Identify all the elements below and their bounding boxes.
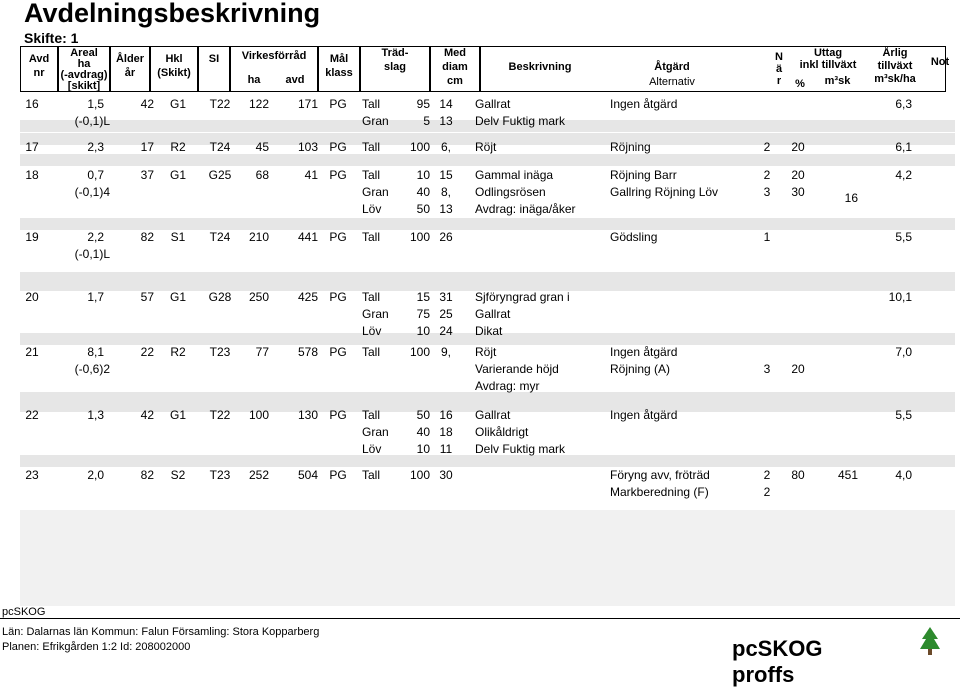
header-alternativ: Alternativ xyxy=(649,76,695,88)
row-tradslag-pct: 10 xyxy=(416,168,430,182)
row-tradslag: Tall xyxy=(362,168,381,182)
row-tradslag: Tall xyxy=(362,140,381,154)
row-diam: 13 xyxy=(439,202,453,216)
row-areal: 2,3 xyxy=(87,140,104,154)
row-beskrivning: Röjt xyxy=(475,140,497,154)
row-tradslag-pct: 15 xyxy=(416,290,430,304)
row-tradslag: Löv xyxy=(362,324,382,338)
row-areal: 1,7 xyxy=(87,290,104,304)
row-tradslag: Tall xyxy=(362,408,381,422)
row-virkes-ha: 122 xyxy=(248,97,269,111)
row-si: T22 xyxy=(209,408,231,422)
row-diam: 25 xyxy=(439,307,453,321)
row-diam: 16 xyxy=(439,408,453,422)
row-uttag-pct: 30 xyxy=(791,185,805,199)
row-avd: 22 xyxy=(25,408,39,422)
row-avd: 19 xyxy=(25,230,39,244)
row-malklass: PG xyxy=(329,140,347,154)
row-virkes-ha: 77 xyxy=(255,345,269,359)
row-alder: 42 xyxy=(140,97,154,111)
row-tradslag: Tall xyxy=(362,345,381,359)
row-beskrivning: Gallrat xyxy=(475,408,511,422)
row-beskrivning: Avdrag: myr xyxy=(475,379,540,393)
header-areal: (-avdrag) xyxy=(60,69,108,81)
row-alder: 82 xyxy=(140,230,154,244)
header-not: Not xyxy=(930,56,950,68)
footer-brand-small: pcSKOG xyxy=(2,606,46,618)
header-uttag-pct: % xyxy=(795,78,805,90)
page-title: Avdelningsbeskrivning xyxy=(24,0,321,28)
header-uttag-m3sk: m³sk xyxy=(824,75,851,87)
row-malklass: PG xyxy=(329,468,347,482)
row-alder: 17 xyxy=(140,140,154,154)
row-alder: 37 xyxy=(140,168,154,182)
row-virkes-ha: 210 xyxy=(248,230,269,244)
row-malklass: PG xyxy=(329,408,347,422)
header-arlig: m³sk/ha xyxy=(874,73,916,85)
header-si: SI xyxy=(208,53,220,65)
row-diam: 31 xyxy=(439,290,453,304)
row-tradslag: Tall xyxy=(362,97,381,111)
row-tillvaxt: 4,2 xyxy=(895,168,912,182)
row-virkes-avd: 441 xyxy=(297,230,318,244)
row-tillvaxt: 6,3 xyxy=(895,97,912,111)
row-beskrivning: Avdrag: inäga/åker xyxy=(475,202,576,216)
header-areal: ha xyxy=(77,58,91,70)
row-areal: 2,2 xyxy=(87,230,104,244)
row-hkl: S1 xyxy=(170,230,186,244)
row-atgard: Föryng avv, fröträd xyxy=(610,468,710,482)
row-avd: 16 xyxy=(25,97,39,111)
header-alder: Ålder xyxy=(115,53,145,65)
row-hkl: G1 xyxy=(169,408,186,422)
row-diam: 6, xyxy=(440,140,451,154)
row-beskrivning: Sjföryngrad gran i xyxy=(475,290,570,304)
row-atgard: Röjning (A) xyxy=(610,362,671,376)
row-avd: 21 xyxy=(25,345,39,359)
row-avdrag: (-0,1)L xyxy=(74,247,110,261)
row-tillvaxt: 5,5 xyxy=(895,408,912,422)
row-virkes-ha: 68 xyxy=(255,168,269,182)
header-virkesforrad: Virkesförråd xyxy=(241,50,307,62)
row-tradslag: Gran xyxy=(362,307,389,321)
row-uttag-m3sk: 16 xyxy=(844,191,858,205)
row-nar: 2 xyxy=(763,168,771,182)
row-malklass: PG xyxy=(329,345,347,359)
header-beskrivning: Beskrivning xyxy=(508,61,572,73)
tree-icon xyxy=(918,625,942,657)
row-diam: 26 xyxy=(439,230,453,244)
row-malklass: PG xyxy=(329,230,347,244)
row-virkes-ha: 45 xyxy=(255,140,269,154)
row-beskrivning: Gallrat xyxy=(475,307,511,321)
row-tradslag: Gran xyxy=(362,185,389,199)
row-separator xyxy=(20,455,955,467)
row-tillvaxt: 10,1 xyxy=(888,290,912,304)
row-areal: 1,5 xyxy=(87,97,104,111)
row-diam: 13 xyxy=(439,114,453,128)
row-beskrivning: Odlingsrösen xyxy=(475,185,546,199)
row-atgard: Ingen åtgärd xyxy=(610,345,678,359)
header-areal: Areal xyxy=(70,47,98,59)
row-diam: 11 xyxy=(439,442,453,456)
header-mal: klass xyxy=(325,67,353,79)
header-hkl: (Skikt) xyxy=(157,67,191,79)
row-malklass: PG xyxy=(329,97,347,111)
row-nar: 3 xyxy=(763,185,771,199)
row-tradslag: Löv xyxy=(362,202,382,216)
row-tradslag-pct: 100 xyxy=(409,345,430,359)
row-virkes-avd: 103 xyxy=(297,140,318,154)
row-alder: 82 xyxy=(140,468,154,482)
row-hkl: G1 xyxy=(169,290,186,304)
header-med: cm xyxy=(447,75,463,87)
row-tradslag-pct: 95 xyxy=(416,97,430,111)
row-beskrivning: Varierande höjd xyxy=(475,362,559,376)
row-diam: 9, xyxy=(440,345,451,359)
header-avd: Avd xyxy=(28,53,50,65)
row-virkes-ha: 100 xyxy=(248,408,269,422)
row-tradslag-pct: 50 xyxy=(416,408,430,422)
row-nar: 3 xyxy=(763,362,771,376)
row-tradslag-pct: 5 xyxy=(423,114,430,128)
header-atgard: Åtgärd xyxy=(654,61,690,73)
row-hkl: R2 xyxy=(170,345,186,359)
row-tradslag-pct: 100 xyxy=(409,140,430,154)
row-diam: 14 xyxy=(439,97,453,111)
brand-logo: pcSKOG proffs xyxy=(732,636,823,687)
row-diam: 30 xyxy=(439,468,453,482)
row-atgard: Ingen åtgärd xyxy=(610,97,678,111)
row-avd: 23 xyxy=(25,468,39,482)
row-uttag-m3sk: 451 xyxy=(837,468,858,482)
page-subtitle: Skifte: 1 xyxy=(24,30,79,46)
row-tradslag-pct: 50 xyxy=(416,202,430,216)
row-virkes-ha: 250 xyxy=(248,290,269,304)
row-tradslag-pct: 100 xyxy=(409,468,430,482)
row-diam: 8, xyxy=(440,185,451,199)
row-virkes-avd: 578 xyxy=(297,345,318,359)
row-si: G25 xyxy=(208,168,232,182)
header-tradslag: Träd- xyxy=(381,47,409,59)
row-tillvaxt: 4,0 xyxy=(895,468,912,482)
row-atgard: Markberedning (F) xyxy=(610,485,709,499)
row-si: T23 xyxy=(209,345,231,359)
row-malklass: PG xyxy=(329,168,347,182)
row-tillvaxt: 7,0 xyxy=(895,345,912,359)
row-atgard: Gallring Röjning Löv xyxy=(610,185,719,199)
row-avd: 17 xyxy=(25,140,39,154)
row-avdrag: (-0,6)2 xyxy=(74,362,110,376)
header-tradslag: slag xyxy=(383,61,406,73)
row-diam: 24 xyxy=(439,324,453,338)
row-si: T22 xyxy=(209,97,231,111)
header-nar: r xyxy=(776,75,782,87)
row-atgard: Röjning Barr xyxy=(610,168,677,182)
row-si: T24 xyxy=(209,230,231,244)
header-alder: år xyxy=(124,67,136,79)
row-tradslag: Tall xyxy=(362,230,381,244)
empty-area xyxy=(20,510,955,606)
row-tradslag-pct: 10 xyxy=(416,442,430,456)
row-si: T23 xyxy=(209,468,231,482)
row-alder: 42 xyxy=(140,408,154,422)
row-malklass: PG xyxy=(329,290,347,304)
row-tradslag-pct: 10 xyxy=(416,324,430,338)
row-uttag-pct: 80 xyxy=(791,468,805,482)
row-virkes-ha: 252 xyxy=(248,468,269,482)
row-beskrivning: Dikat xyxy=(475,324,503,338)
row-nar: 2 xyxy=(763,468,771,482)
row-avd: 20 xyxy=(25,290,39,304)
row-tradslag-pct: 40 xyxy=(416,425,430,439)
row-alder: 57 xyxy=(140,290,154,304)
header-hkl: Hkl xyxy=(165,53,183,65)
row-diam: 18 xyxy=(439,425,453,439)
row-tradslag: Tall xyxy=(362,468,381,482)
header-nar: N xyxy=(775,51,783,63)
header-uttag: inkl tillväxt xyxy=(799,59,857,71)
row-hkl: G1 xyxy=(169,168,186,182)
row-tradslag-pct: 40 xyxy=(416,185,430,199)
row-beskrivning: Gammal inäga xyxy=(475,168,554,182)
row-diam: 15 xyxy=(439,168,453,182)
row-virkes-avd: 504 xyxy=(297,468,318,482)
row-tradslag: Tall xyxy=(362,290,381,304)
row-tradslag-pct: 75 xyxy=(416,307,430,321)
row-separator xyxy=(20,154,955,166)
row-tradslag: Gran xyxy=(362,425,389,439)
row-beskrivning: Delv Fuktig mark xyxy=(475,442,566,456)
row-uttag-pct: 20 xyxy=(791,140,805,154)
row-beskrivning: Gallrat xyxy=(475,97,511,111)
row-areal: 0,7 xyxy=(87,168,104,182)
row-beskrivning: Delv Fuktig mark xyxy=(475,114,566,128)
row-tillvaxt: 6,1 xyxy=(895,140,912,154)
header-areal: [skikt] xyxy=(67,80,101,92)
row-nar: 2 xyxy=(763,485,771,499)
row-tradslag: Gran xyxy=(362,114,389,128)
row-atgard: Gödsling xyxy=(610,230,658,244)
row-areal: 1,3 xyxy=(87,408,104,422)
row-alder: 22 xyxy=(140,345,154,359)
row-si: T24 xyxy=(209,140,231,154)
row-uttag-pct: 20 xyxy=(791,168,805,182)
header-mal: Mål xyxy=(329,53,349,65)
row-avdrag: (-0,1)4 xyxy=(74,185,110,199)
row-avd: 18 xyxy=(25,168,39,182)
header-arlig: tillväxt xyxy=(877,60,913,72)
row-si: G28 xyxy=(208,290,232,304)
row-virkes-avd: 41 xyxy=(304,168,318,182)
header-virkes-ha: ha xyxy=(247,74,261,86)
row-hkl: S2 xyxy=(170,468,186,482)
header-arlig: Årlig xyxy=(882,47,908,59)
row-areal: 8,1 xyxy=(87,345,104,359)
header-nar: ä xyxy=(775,63,783,75)
row-atgard: Ingen åtgärd xyxy=(610,408,678,422)
row-virkes-avd: 171 xyxy=(297,97,318,111)
footer-divider xyxy=(0,618,960,619)
plan-info: Planen: Efrikgården 1:2 Id: 208002000 xyxy=(2,641,191,653)
row-areal: 2,0 xyxy=(87,468,104,482)
row-separator xyxy=(20,218,955,230)
row-beskrivning: Röjt xyxy=(475,345,497,359)
header-med: diam xyxy=(442,61,468,73)
row-tillvaxt: 5,5 xyxy=(895,230,912,244)
row-tradslag-pct: 100 xyxy=(409,230,430,244)
row-virkes-avd: 130 xyxy=(297,408,318,422)
header-avd: nr xyxy=(33,67,45,79)
row-uttag-pct: 20 xyxy=(791,362,805,376)
row-tradslag: Löv xyxy=(362,442,382,456)
row-nar: 1 xyxy=(763,230,771,244)
header-virkes-avd: avd xyxy=(285,74,305,86)
row-beskrivning: Olikåldrigt xyxy=(475,425,529,439)
row-hkl: R2 xyxy=(170,140,186,154)
row-hkl: G1 xyxy=(169,97,186,111)
header-uttag: Uttag xyxy=(813,47,843,59)
row-avdrag: (-0,1)L xyxy=(74,114,110,128)
row-atgard: Röjning xyxy=(610,140,651,154)
header-med: Med xyxy=(444,47,466,59)
location-info: Län: Dalarnas län Kommun: Falun Församling: Stora Kopparberg xyxy=(2,626,320,638)
row-virkes-avd: 425 xyxy=(297,290,318,304)
row-nar: 2 xyxy=(763,140,771,154)
